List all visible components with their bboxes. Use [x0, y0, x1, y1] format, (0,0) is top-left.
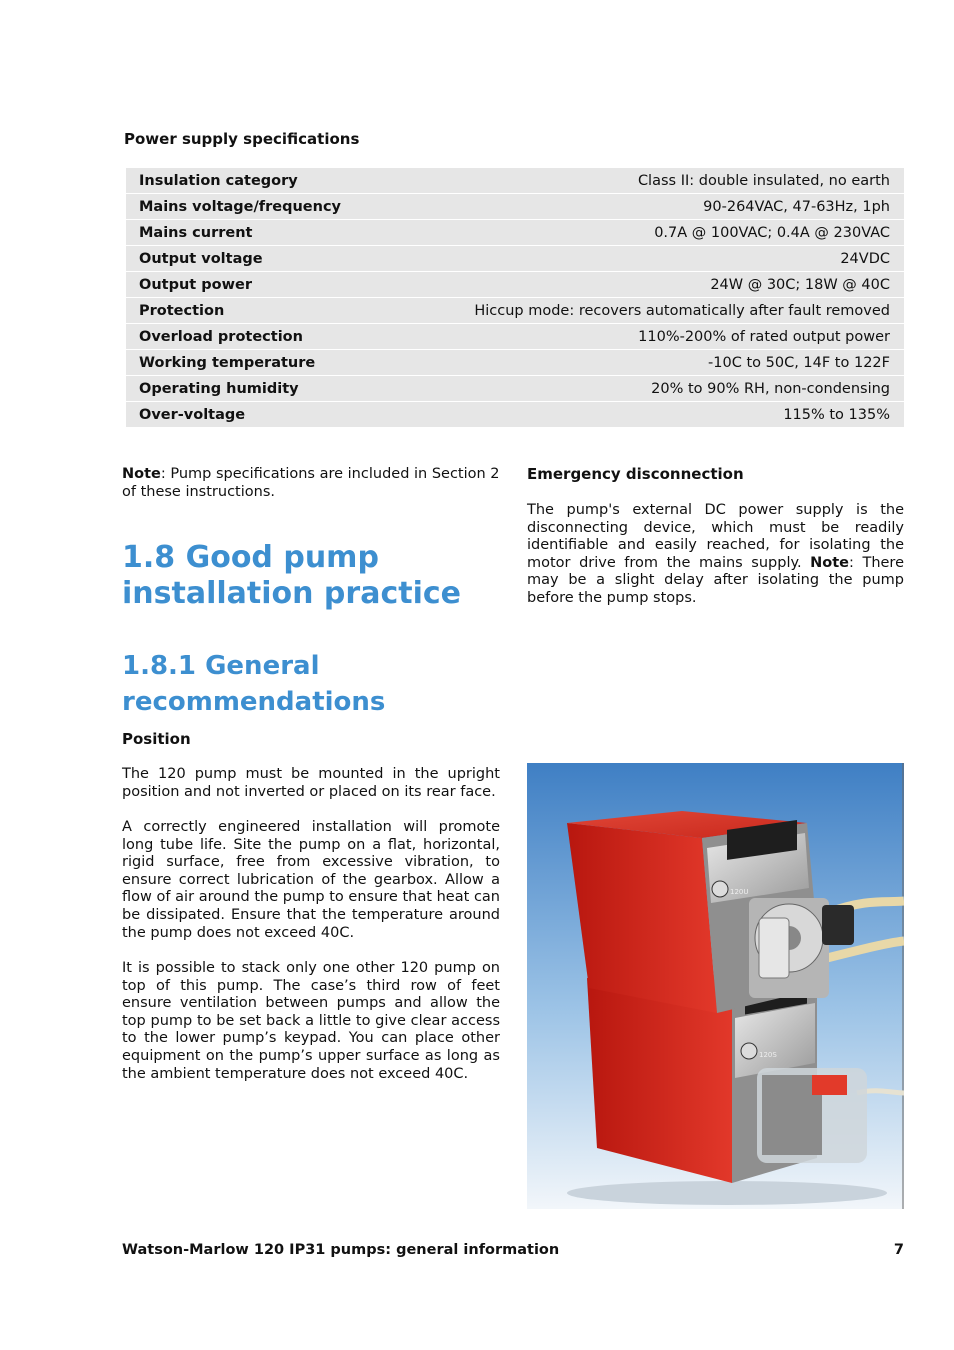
spec-row — [126, 350, 904, 375]
spec-label: Protection — [139, 302, 225, 319]
spec-value: 115% to 135% — [783, 406, 890, 423]
pump-illustration — [527, 763, 904, 1209]
spec-label: Mains voltage/frequency — [139, 198, 341, 215]
emergency-text-a: The pump's external DC power supply is the disconnecting device, which must be readily identifiable and easily reached, for isolating the motor drive from the mains supply. — [527, 502, 904, 571]
spec-label: Over-voltage — [139, 406, 246, 423]
spec-value: 110%-200% of rated output power — [638, 328, 890, 345]
spec-section-title: Power supply specifications — [124, 130, 360, 148]
spec-row — [126, 220, 904, 245]
spec-table — [126, 168, 904, 428]
spec-value: 0.7A @ 100VAC; 0.4A @ 230VAC — [654, 224, 890, 241]
spec-row — [126, 246, 904, 271]
pump-photo — [527, 763, 904, 1209]
spec-row — [126, 376, 904, 401]
emergency-paragraph — [527, 502, 904, 608]
spec-label: Insulation category — [139, 172, 298, 189]
spec-row — [126, 402, 904, 427]
spec-row — [126, 324, 904, 349]
emergency-note-label: Note — [810, 554, 850, 571]
position-paragraph-1: The 120 pump must be mounted in the upright position and not inverted or placed on its rear face. — [122, 766, 500, 800]
footer-title: Watson-Marlow 120 IP31 pumps: general information — [122, 1242, 560, 1258]
spec-value: 24W @ 30C; 18W @ 40C — [710, 276, 890, 293]
spec-row — [126, 298, 904, 323]
spec-label: Operating humidity — [139, 380, 299, 397]
spec-label: Output voltage — [139, 250, 263, 267]
spec-value: Hiccup mode: recovers automatically after fault removed — [474, 302, 890, 319]
spec-value: -10C to 50C, 14F to 122F — [708, 354, 890, 371]
section-heading: 1.8 Good pump installation practice — [122, 540, 461, 611]
spec-label: Overload protection — [139, 328, 303, 345]
note-label: Note — [122, 466, 161, 482]
position-paragraph-3: It is possible to stack only one other 120 pump on top of this pump. The case’s third row of feet ensure ventilation between pumps and allow the top pump to be set back a little to give clear access to the lower pump’s keypad. You can place other equipment on the pump’s upper surface as long as the ambient temperature does not exceed 40C. — [122, 960, 500, 1082]
spec-row — [126, 194, 904, 219]
spec-value: 24VDC — [840, 250, 890, 267]
spec-row — [126, 272, 904, 297]
spec-value: 20% to 90% RH, non-condensing — [651, 380, 890, 397]
lower-badge: 120S — [759, 1051, 777, 1059]
emergency-text-b: : There may be a slight delay after isolating the pump before the pump stops. — [527, 554, 904, 606]
page-number: 7 — [893, 1242, 904, 1258]
subsection-heading: 1.8.1 General recommendations — [122, 651, 386, 717]
note-paragraph — [122, 466, 500, 501]
position-paragraph-2: A correctly engineered installation will promote long tube life. Site the pump on a flat, horizontal, rigid surface, free from excessive vibration, to ensure correct lubrication of the gearbox. Allow a flow of air around the pump to ensure that heat can be dissipated. Ensure that the temperature around the pump does not exceed 40C. — [122, 819, 500, 941]
spec-label: Working temperature — [139, 354, 316, 371]
spec-row — [126, 168, 904, 193]
spec-label: Mains current — [139, 224, 253, 241]
spec-value: 90-264VAC, 47-63Hz, 1ph — [703, 198, 890, 215]
spec-label: Output power — [139, 276, 252, 293]
spec-value: Class II: double insulated, no earth — [637, 172, 890, 189]
emergency-title: Emergency disconnection — [527, 465, 744, 483]
upper-badge: 120U — [730, 888, 749, 896]
note-text: : Pump specifications are included in Section 2 of these instructions. — [122, 466, 500, 500]
position-title: Position — [122, 730, 191, 748]
